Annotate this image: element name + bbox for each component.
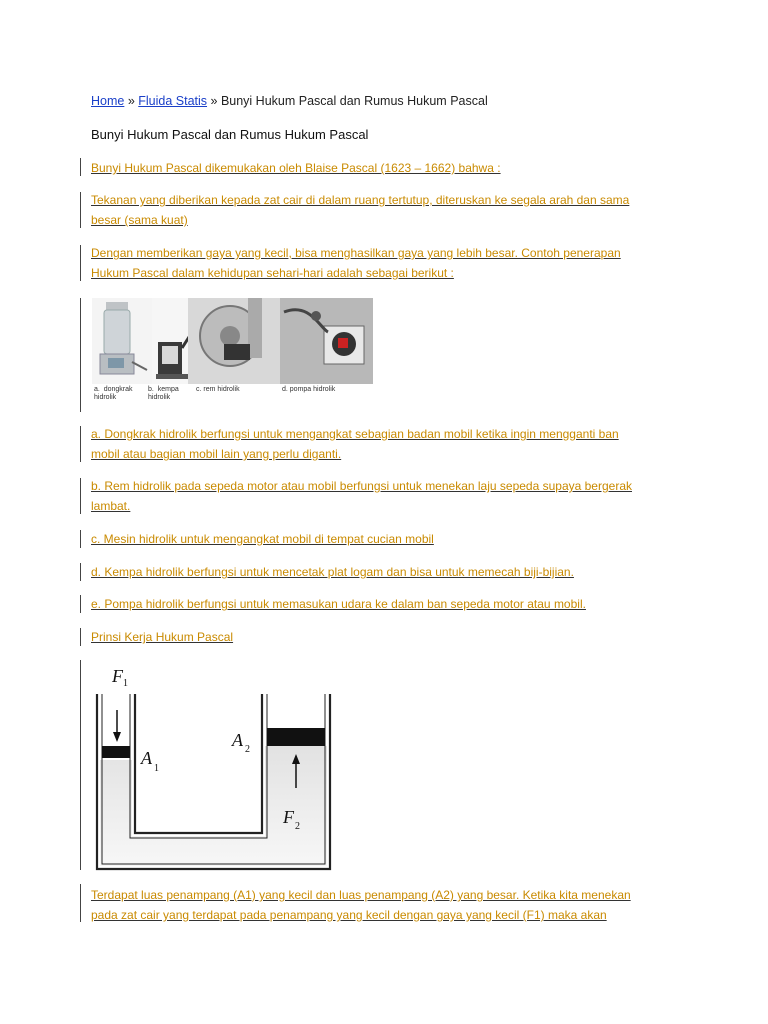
quote-bar [80,192,81,228]
hydraulic-pump-photo [280,298,373,384]
label-F2: F [283,807,294,827]
label-F1: F [112,666,123,686]
quote-bar [80,426,81,462]
hydraulic-brake-photo [188,298,280,384]
paragraph[interactable]: Bunyi Hukum Pascal dikemukakan oleh Blaise Pascal (1623 – 1662) bahwa : [91,161,501,175]
small-piston [102,746,130,758]
example-item[interactable]: lambat. [91,499,131,513]
example-item[interactable]: b. Rem hidrolik pada sepeda motor atau mobil berfungsi untuk menekan laju sepeda supaya bergerak [91,479,632,493]
paragraph[interactable]: pada zat cair yang terdapat pada penampang yang kecil dengan gaya yang kecil (F1) maka akan [91,908,607,922]
quote-bar [80,563,81,581]
photo-caption [94,386,133,402]
example-item[interactable]: d. Kempa hidrolik berfungsi untuk mencetak plat logam dan bisa untuk memecah biji-bijian. [91,565,574,579]
arrow-head-down-icon [113,732,121,742]
quote-bar [80,628,81,646]
quote-bar [80,530,81,548]
breadcrumb-current: Bunyi Hukum Pascal dan Rumus Hukum Pascal [220,94,488,108]
page-title: Bunyi Hukum Pascal dan Rumus Hukum Pascal [91,127,369,142]
example-item[interactable]: e. Pompa hidrolik berfungsi untuk memasukan udara ke dalam ban sepeda motor atau mobil. [91,597,586,611]
pascal-principle-diagram [92,660,342,875]
quote-bar [80,595,81,613]
paragraph[interactable]: Dengan memberikan gaya yang kecil, bisa menghasilkan gaya yang lebih besar. Contoh penerapan [91,246,621,260]
breadcrumb-home-link[interactable]: Home [91,94,125,108]
label-F2-sub: 2 [295,821,300,832]
quote-bar [80,245,81,281]
section-heading[interactable]: Prinsi Kerja Hukum Pascal [91,630,234,644]
photo-caption [148,386,179,402]
caption-text: c. rem hidrolik [196,386,240,393]
caption-text: a. dongkrak hidrolik [94,386,133,401]
caption-text: d. pompa hidrolik [282,386,336,393]
paragraph[interactable]: besar (sama kuat) [91,213,188,227]
label-A1-sub: 1 [154,763,159,774]
breadcrumb-separator: » [124,94,139,108]
hydraulic-examples-figure [92,298,373,410]
photo-caption [282,386,335,394]
photo-caption [196,386,240,394]
example-item[interactable]: mobil atau bagian mobil lain yang perlu diganti. [91,447,342,461]
example-item[interactable]: a. Dongkrak hidrolik berfungsi untuk mengangkat sebagian badan mobil ketika ingin mengganti ban [91,427,619,441]
paragraph[interactable]: Tekanan yang diberikan kepada zat cair di dalam ruang tertutup, diteruskan ke segala arah dan sama [91,193,630,207]
label-A2-sub: 2 [245,744,250,755]
breadcrumb-category-link[interactable]: Fluida Statis [138,94,208,108]
quote-bar [80,298,81,412]
quote-bar [80,660,81,870]
paragraph[interactable]: Hukum Pascal dalam kehidupan sehari-hari adalah sebagai berikut : [91,266,454,280]
label-A1: A [141,748,152,768]
breadcrumb [91,94,488,108]
breadcrumb-separator: » [207,94,221,108]
label-A2: A [232,730,243,750]
quote-bar [80,158,81,176]
caption-text: b. kempa hidrolik [148,386,179,401]
quote-bar [80,478,81,514]
large-piston [267,728,325,746]
example-item[interactable]: c. Mesin hidrolik untuk mengangkat mobil di tempat cucian mobil [91,532,434,546]
paragraph[interactable]: Terdapat luas penampang (A1) yang kecil dan luas penampang (A2) yang besar. Ketika kita menekan [91,888,631,902]
quote-bar [80,884,81,922]
label-F1-sub: 1 [123,678,128,689]
